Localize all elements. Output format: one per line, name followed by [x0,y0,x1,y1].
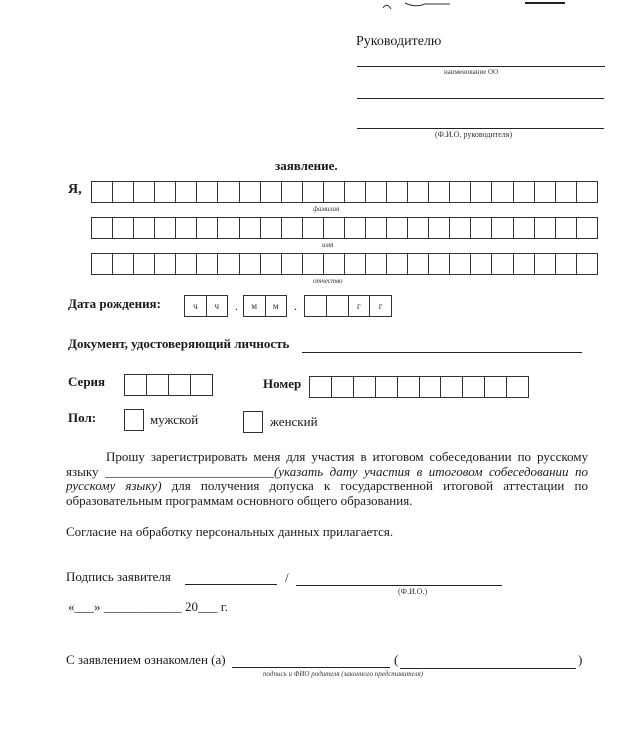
input-cell[interactable] [218,254,239,274]
input-cell[interactable] [450,254,471,274]
parent-signature-line[interactable] [232,667,390,668]
input-cell[interactable] [577,218,597,238]
input-cell[interactable] [197,254,218,274]
input-cell[interactable] [324,218,345,238]
id-document-label: Документ, удостоверяющий личность [68,336,290,351]
input-cell[interactable] [408,254,429,274]
input-cell[interactable] [492,182,513,202]
signature-line[interactable] [185,584,277,585]
input-cell[interactable]: ч [214,301,220,311]
input-cell[interactable] [354,377,376,397]
input-cell[interactable] [429,182,450,202]
input-cell[interactable] [218,182,239,202]
input-cell[interactable] [176,182,197,202]
input-cell[interactable] [282,182,303,202]
fio-caption: (Ф.И.О.) [398,587,428,596]
input-cell[interactable] [577,182,597,202]
input-cell[interactable] [197,218,218,238]
org-name-line[interactable] [357,66,605,67]
input-cell[interactable] [155,182,176,202]
name-cells[interactable] [91,217,598,239]
input-cell[interactable] [261,254,282,274]
input-cell[interactable] [240,254,261,274]
number-label: Номер [263,376,302,391]
number-cells[interactable] [309,376,529,398]
input-cell[interactable] [376,377,398,397]
input-cell[interactable] [147,375,169,395]
participation-date-blank[interactable]: __________________________ [104,463,274,479]
series-cells[interactable] [124,374,213,396]
input-cell[interactable] [556,182,577,202]
input-cell[interactable] [485,377,507,397]
input-cell[interactable] [240,182,261,202]
input-cell[interactable] [332,377,354,397]
date-separator: . [235,299,238,313]
id-document-line[interactable] [302,352,582,353]
birth-date-label: Дата рождения: [68,296,161,311]
input-cell[interactable] [305,296,327,316]
input-cell[interactable]: м [244,296,266,316]
input-cell[interactable] [450,182,471,202]
input-cell[interactable] [310,377,332,397]
input-cell[interactable] [514,218,535,238]
input-cell[interactable] [387,254,408,274]
input-cell[interactable] [113,182,134,202]
series-label: Серия [68,374,106,389]
input-cell[interactable] [387,182,408,202]
input-cell[interactable]: ч [185,296,207,316]
surname-cells[interactable] [91,181,598,203]
input-cell[interactable] [92,254,113,274]
gender-female-checkbox[interactable] [243,411,263,433]
birth-year-cells[interactable] [304,295,392,317]
input-cell[interactable] [303,254,324,274]
date-separator: . [294,299,297,313]
input-cell[interactable] [155,218,176,238]
input-cell[interactable] [113,254,134,274]
signature-date[interactable]: «___» ____________ 20___ г. [68,599,228,614]
gender-male-checkbox[interactable] [124,409,144,431]
patronymic-caption: отчество [313,277,343,285]
input-cell[interactable] [197,182,218,202]
parent-fio-line[interactable] [400,668,576,669]
birth-month-cells[interactable] [243,295,287,317]
input-cell[interactable] [450,218,471,238]
input-cell[interactable] [398,377,420,397]
input-cell[interactable] [92,218,113,238]
input-cell[interactable] [366,218,387,238]
input-cell[interactable] [176,218,197,238]
input-cell[interactable] [134,254,155,274]
input-cell[interactable] [492,218,513,238]
input-cell[interactable] [535,218,556,238]
request-text-end: для получения допуска к государственной итоговой аттестации по образовательным программам основного общего образования. [66,478,588,508]
input-cell[interactable] [408,218,429,238]
input-cell[interactable] [463,377,485,397]
head-caption: (Ф.И.О. руководителя) [435,130,513,139]
input-cell[interactable] [535,182,556,202]
input-cell[interactable] [345,254,366,274]
input-cell[interactable] [261,182,282,202]
input-cell[interactable] [429,218,450,238]
input-cell[interactable] [366,182,387,202]
input-cell[interactable] [134,182,155,202]
input-cell[interactable] [345,182,366,202]
gender-male-label: мужской [150,412,199,427]
document-title: заявление. [275,158,338,173]
input-cell[interactable] [191,375,212,395]
input-cell[interactable] [176,254,197,274]
input-cell[interactable] [345,218,366,238]
birth-day-cells[interactable] [184,295,228,317]
signature-label: Подпись заявителя [66,569,171,584]
close-paren: ) [578,652,583,667]
input-cell[interactable] [514,254,535,274]
input-cell[interactable] [155,254,176,274]
input-cell[interactable] [535,254,556,274]
input-cell[interactable] [282,218,303,238]
input-cell[interactable] [134,218,155,238]
input-cell[interactable] [240,218,261,238]
input-cell[interactable] [387,218,408,238]
input-cell[interactable] [303,182,324,202]
input-cell[interactable] [324,182,345,202]
gender-label: Пол: [68,410,97,425]
input-cell[interactable] [441,377,463,397]
input-cell[interactable] [113,218,134,238]
input-cell[interactable] [420,377,442,397]
consent-text: Согласие на обработку персональных данных прилагается. [66,524,394,539]
input-cell[interactable] [507,377,528,397]
gender-female-label: женский [270,414,318,429]
input-cell[interactable] [471,254,492,274]
input-cell[interactable] [471,182,492,202]
input-cell[interactable] [471,218,492,238]
applicant-fio-line[interactable] [296,585,502,586]
parent-caption: подпись и ФИО родителя (законного представителя) [263,670,424,678]
input-cell[interactable] [366,254,387,274]
name-caption: имя [322,241,334,249]
name-prefix: Я, [68,182,82,197]
acknowledge-label: С заявлением ознакомлен (а) [66,652,226,667]
input-cell[interactable] [577,254,597,274]
surname-caption: фамилия [313,205,340,213]
input-cell[interactable] [556,254,577,274]
participation-date-hint: (указать дату участия в итоговом собеседовании по русскому языку) [66,463,588,493]
input-cell[interactable]: г [349,296,371,316]
input-cell[interactable] [492,254,513,274]
input-cell[interactable] [282,254,303,274]
input-cell[interactable] [169,375,191,395]
input-cell[interactable] [514,182,535,202]
input-cell[interactable]: г [378,301,383,311]
request-text: Прошу зарегистрировать меня для участия в итоговом собеседовании по русскому языку [66,449,588,479]
input-cell[interactable] [218,218,239,238]
patronymic-cells[interactable] [91,253,598,275]
input-cell[interactable] [125,375,147,395]
input-cell[interactable] [429,254,450,274]
signature-slash: / [285,570,289,585]
input-cell[interactable] [408,182,429,202]
addressee-label: Руководителю [356,34,442,49]
org-name-line-2[interactable] [357,98,604,99]
request-paragraph [66,450,588,508]
input-cell[interactable] [92,182,113,202]
head-name-line[interactable] [357,128,604,129]
org-caption: наименование ОО [444,68,499,76]
input-cell[interactable] [327,296,349,316]
open-paren: ( [394,652,399,667]
input-cell[interactable] [261,218,282,238]
input-cell[interactable] [303,218,324,238]
input-cell[interactable] [324,254,345,274]
input-cell[interactable]: м [272,301,279,311]
handwritten-scribble [375,0,575,12]
input-cell[interactable] [556,218,577,238]
